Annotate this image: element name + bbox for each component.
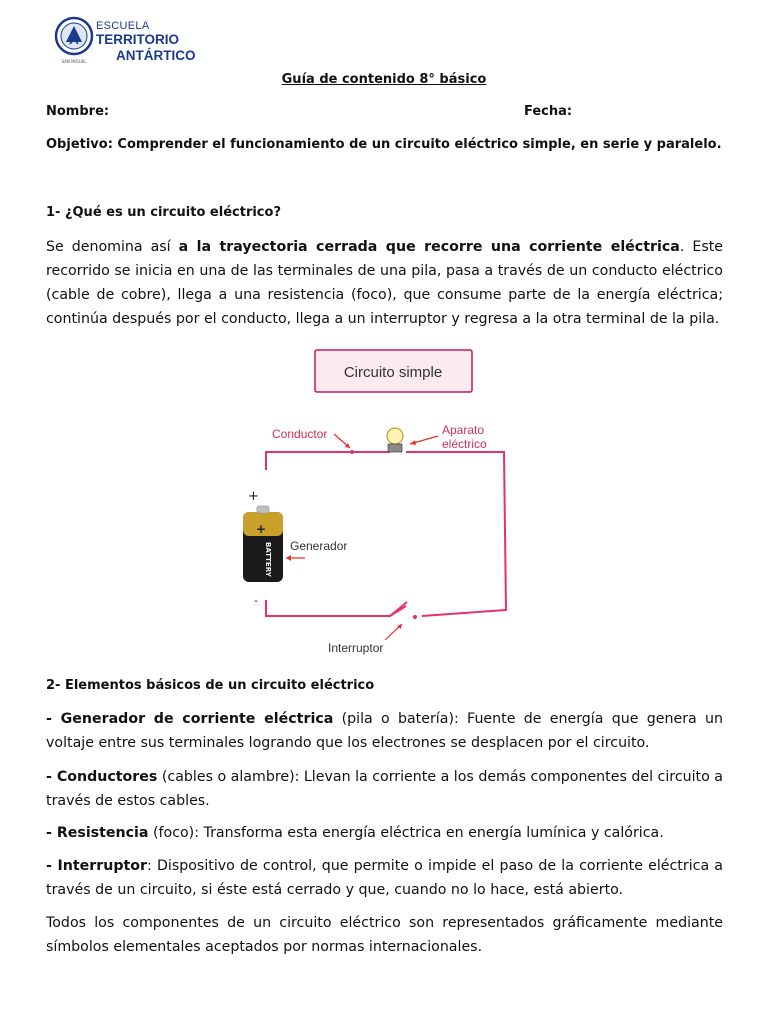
element-conductores: [46, 765, 723, 813]
element-generador: [46, 707, 723, 755]
label-interruptor: Interruptor: [328, 641, 384, 655]
element-conductores-text: (cables o alambre): Llevan la corriente a los demás componentes del circuito a través de estos cables.: [46, 769, 723, 809]
element-interruptor: [46, 854, 723, 902]
element-interruptor-title: - Interruptor: [46, 858, 148, 874]
element-generador-title: - Generador de corriente eléctrica: [46, 711, 334, 727]
element-generador-text: (pila o batería): Fuente de energía que genera un voltaje entre sus terminales logrando que los electrones se desplacen por el circuito.: [46, 711, 724, 751]
document-title: Guía de contenido 8° básico: [281, 72, 487, 87]
logo-line-territorio: TERRITORIO: [96, 32, 180, 47]
element-resistencia: [46, 821, 723, 845]
label-aparato-line2: eléctrico: [442, 437, 487, 451]
section1-rest: . Este recorrido se inicia en una de las terminales de una pila, pasa a través de un conducto eléctrico (cable de cobre), llega a una resistencia (foco), que consume parte de la energía eléctrica; continúa después por el conducto, llega a un interruptor y regresa a la otra terminal de la pila.: [46, 239, 723, 327]
label-conductor: Conductor: [272, 427, 328, 441]
battery-minus-terminal: -: [254, 594, 258, 607]
battery-icon: [243, 506, 283, 582]
circuit-wire: [266, 452, 506, 616]
switch-lever: [390, 602, 407, 616]
section1-paragraph: [46, 235, 723, 331]
fecha-label: Fecha:: [524, 104, 573, 119]
element-resistencia-text: (foco): Transforma esta energía eléctrica en energía lumínica y calórica.: [148, 825, 664, 841]
element-resistencia-title: - Resistencia: [46, 825, 149, 841]
logo-line-escuela: ESCUELA: [96, 20, 150, 32]
element-interruptor-text: : Dispositivo de control, que permite o impide el paso de la corriente eléctrica a través de un circuito, si éste está cerrado y que, cuando no lo hace, está abierto.: [46, 858, 723, 898]
section1-bold: a la trayectoria cerrada que recorre una corriente eléctrica: [178, 239, 680, 255]
label-generador: Generador: [290, 539, 348, 553]
section2-heading: 2- Elementos básicos de un circuito eléctrico: [46, 678, 375, 693]
circuit-diagram: [230, 340, 530, 660]
battery-label-text: BATTERY: [264, 542, 272, 577]
logo-small-text: SAN MIGUEL: [61, 59, 87, 64]
section1-heading: 1- ¿Qué es un circuito eléctrico?: [46, 205, 281, 220]
label-aparato-line1: Aparato: [442, 423, 485, 437]
bulb-icon: [387, 428, 403, 452]
battery-plus-terminal: +: [248, 489, 259, 504]
nombre-label: Nombre:: [46, 104, 110, 119]
battery-plus-text: +: [256, 522, 267, 536]
closing-paragraph: Todos los componentes de un circuito eléctrico son representados gráficamente mediante símbolos elementales aceptados por normas internacionales.: [46, 915, 723, 955]
section1-intro: Se denomina así: [46, 239, 179, 255]
objetivo-text: Objetivo: Comprender el funcionamiento de un circuito eléctrico simple, en serie y paralelo.: [46, 137, 722, 152]
diagram-title: Circuito simple: [343, 364, 443, 381]
logo-line-antartico: ANTÁRTICO: [116, 48, 196, 63]
element-conductores-title: - Conductores: [46, 769, 158, 785]
